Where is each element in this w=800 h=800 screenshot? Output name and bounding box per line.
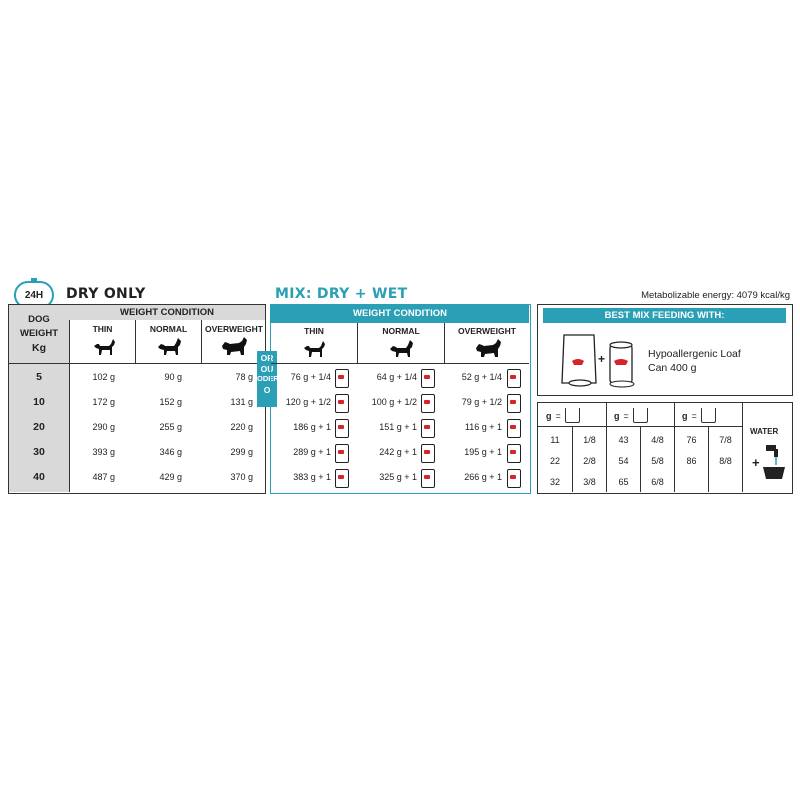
- table-row: [9, 442, 265, 467]
- gram-value: 76: [686, 435, 697, 445]
- cup-fraction: 8/8: [719, 456, 732, 466]
- can-icon: [335, 419, 349, 438]
- col-normal: NORMAL: [382, 326, 420, 336]
- cup-fraction: 5/8: [651, 456, 664, 466]
- table-row: [271, 442, 529, 467]
- plus-sign: +: [752, 455, 760, 470]
- can-icon: [421, 369, 435, 388]
- overweight-dog-icon: [474, 336, 502, 361]
- dog-weight-header: [9, 313, 69, 355]
- product-line: Hypoallergenic Loaf: [648, 348, 741, 360]
- equals-label: =: [623, 410, 629, 421]
- col-thin: THIN: [92, 324, 113, 334]
- badge-label: 24H: [24, 289, 44, 301]
- mix-cell: 325 g + 1: [379, 472, 417, 482]
- group-header: [614, 408, 670, 423]
- can-icon: [421, 394, 435, 413]
- value-cell: 255 g: [159, 422, 182, 432]
- weight-cell: 20: [33, 421, 45, 433]
- table-row: [271, 467, 529, 492]
- equals-label: =: [691, 410, 697, 421]
- mix-cell: 120 g + 1/2: [285, 397, 331, 407]
- svg-text:+: +: [598, 352, 606, 366]
- mix-condition-header: WEIGHT CONDITION: [271, 305, 529, 323]
- col-overweight: OVERWEIGHT: [205, 324, 263, 334]
- equals-label: =: [555, 410, 561, 421]
- value-cell: 90 g: [164, 372, 182, 382]
- dog-weight-header-line: DOG: [28, 314, 50, 325]
- or-label: O: [263, 384, 271, 395]
- can-icon: [507, 419, 521, 438]
- conversion-panel: [537, 402, 793, 494]
- table-row: [9, 367, 265, 392]
- can-icon: [335, 469, 349, 488]
- mix-cell: 116 g + 1: [464, 422, 502, 432]
- value-cell: 370 g: [230, 472, 253, 482]
- cup-fraction: 3/8: [583, 477, 596, 487]
- value-cell: 487 g: [92, 472, 115, 482]
- weight-cell: 40: [33, 471, 45, 483]
- table-row: [9, 392, 265, 417]
- can-icon: [507, 444, 521, 463]
- normal-dog-icon: [388, 337, 414, 361]
- or-label: OR: [260, 353, 274, 363]
- mix-cell: 195 g + 1: [464, 447, 502, 457]
- product-line: Can 400 g: [648, 362, 697, 374]
- gram-value: 54: [618, 456, 629, 466]
- header-divider: [9, 363, 265, 364]
- overweight-dog-icon: [220, 334, 248, 359]
- best-mix-header: BEST MIX FEEDING WITH:: [543, 308, 786, 323]
- value-cell: 299 g: [230, 447, 253, 457]
- mix-cell: 100 g + 1/2: [371, 397, 417, 407]
- value-cell: 393 g: [92, 447, 115, 457]
- group-header: [546, 408, 602, 423]
- grams-label: g: [614, 410, 620, 421]
- can-icon: [507, 469, 521, 488]
- can-icon: [335, 369, 349, 388]
- dog-weight-header-line: WEIGHT: [20, 328, 58, 339]
- can-icon: [421, 469, 435, 488]
- table-row: [9, 467, 265, 492]
- mix-cell: 76 g + 1/4: [290, 372, 331, 382]
- gram-value: 43: [618, 435, 629, 445]
- gram-value: 65: [618, 477, 629, 487]
- mix-table: [270, 304, 531, 494]
- normal-dog-icon: [156, 335, 182, 359]
- weight-cell: 5: [36, 371, 42, 383]
- best-mix-panel: [537, 304, 793, 396]
- can-icon: [507, 394, 521, 413]
- mix-title: MIX: DRY + WET: [275, 286, 408, 302]
- dry-only-table: [8, 304, 266, 494]
- mix-cell: 52 g + 1/4: [461, 372, 502, 382]
- table-row: [271, 392, 529, 417]
- cup-fraction: 1/8: [583, 435, 596, 445]
- col-overweight: OVERWEIGHT: [458, 326, 516, 336]
- weight-cell: 10: [33, 396, 45, 408]
- header-divider: [271, 363, 529, 364]
- mix-cell: 266 g + 1: [464, 472, 502, 482]
- dry-condition-header: WEIGHT CONDITION: [69, 305, 265, 320]
- value-cell: 290 g: [92, 422, 115, 432]
- value-cell: 131 g: [230, 397, 253, 407]
- table-row: [271, 417, 529, 442]
- gram-value: 11: [550, 435, 560, 445]
- value-cell: 78 g: [235, 372, 253, 382]
- measuring-cup-icon: [701, 408, 716, 423]
- weight-cell: 30: [33, 446, 45, 458]
- grams-label: g: [546, 410, 552, 421]
- dry-bag-and-can-icon: [560, 331, 640, 391]
- table-row: [9, 417, 265, 442]
- clock-tick-icon: [31, 278, 37, 282]
- value-cell: 220 g: [230, 422, 253, 432]
- grid-line: [742, 403, 743, 492]
- measuring-cup-icon: [565, 408, 580, 423]
- mix-cell: 383 g + 1: [293, 472, 331, 482]
- value-cell: 102 g: [92, 372, 115, 382]
- mix-cell: 186 g + 1: [293, 422, 331, 432]
- water-label: WATER: [750, 427, 779, 436]
- value-cell: 346 g: [159, 447, 182, 457]
- can-icon: [507, 369, 521, 388]
- mix-cell: 151 g + 1: [379, 422, 417, 432]
- cup-fraction: 2/8: [583, 456, 596, 466]
- dog-weight-header-line: Kg: [32, 342, 46, 354]
- gram-value: 22: [549, 456, 560, 466]
- grams-label: g: [682, 410, 688, 421]
- can-icon: [335, 394, 349, 413]
- thin-dog-icon: [302, 337, 326, 361]
- gram-value: 32: [549, 477, 560, 487]
- can-icon: [335, 444, 349, 463]
- energy-label: Metabolizable energy: 4079 kcal/kg: [641, 290, 790, 301]
- group-header: [682, 408, 738, 423]
- mix-cell: 242 g + 1: [379, 447, 417, 457]
- or-label: ODER: [257, 374, 279, 383]
- gram-value: 86: [686, 456, 697, 466]
- dry-only-title: DRY ONLY: [66, 286, 146, 302]
- table-row: [271, 367, 529, 392]
- mix-cell: 64 g + 1/4: [376, 372, 417, 382]
- product-name: [648, 347, 741, 375]
- grid-line: [674, 403, 675, 492]
- water-bowl-icon: [760, 443, 788, 483]
- value-cell: 152 g: [159, 397, 182, 407]
- cup-fraction: 6/8: [651, 477, 664, 487]
- col-thin: THIN: [304, 326, 324, 336]
- thin-dog-icon: [92, 335, 116, 359]
- cup-fraction: 4/8: [651, 435, 664, 445]
- or-label: OU: [260, 363, 274, 374]
- value-cell: 172 g: [92, 397, 115, 407]
- can-icon: [421, 444, 435, 463]
- conversion-grid: [538, 403, 743, 492]
- col-normal: NORMAL: [149, 324, 188, 334]
- mix-cell: 79 g + 1/2: [461, 397, 502, 407]
- measuring-cup-icon: [633, 408, 648, 423]
- cup-fraction: 7/8: [719, 435, 732, 445]
- value-cell: 429 g: [159, 472, 182, 482]
- can-icon: [421, 419, 435, 438]
- mix-cell: 289 g + 1: [293, 447, 331, 457]
